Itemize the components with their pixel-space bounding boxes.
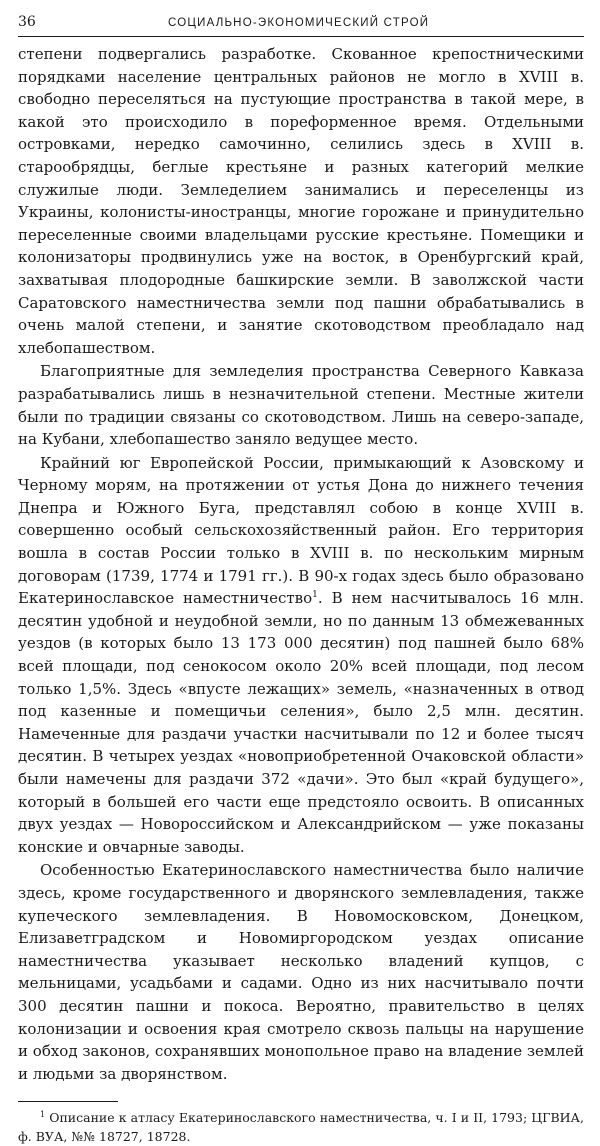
running-title: СОЦИАЛЬНО-ЭКОНОМИЧЕСКИЙ СТРОЙ bbox=[168, 17, 430, 29]
paragraph-3 bbox=[18, 452, 584, 859]
footnote bbox=[18, 1108, 584, 1146]
body-text bbox=[18, 43, 584, 1085]
footnote-divider bbox=[18, 1101, 118, 1102]
footnote-number: 1 bbox=[40, 1110, 46, 1120]
paragraph-2: Благоприятные для земледелия пространства Северного Кавказа разрабатывались лишь в незначительной степени. Местные жители были по традиции связаны со скотоводством. Лишь на северо-западе, на Кубани, хлебопашество заняло ведущее место. bbox=[18, 362, 584, 449]
paragraph-4: Особенностью Екатеринославского наместничества было наличие здесь, кроме государственного и дворянского землевладения, также купеческого землевладения. В Новомосковском, Донецком, Елизаветградском и Новомиргородском уездах описание наместничества указывает несколько владений купцов, с мельницами, усадьбами и садами. Одно из них насчитывало почти 300 десятин пашни и покоса. Вероятно, правительство в целях колонизации и освоения края смотрело сквозь пальцы на нарушение и обход законов, сохранявших монопольное право на владение землей и людьми за дворянством. bbox=[18, 861, 584, 1083]
paragraph-3-text-end: . В нем насчитывалось 16 млн. десятин удобной и неудобной земли, но по данным 13 обмежеванных уездов (в которых было 13 173 000 десятин) под пашней было 68% всей площади, под сенокосом около 20% всей площади, под лесом только 1,5%. Здесь «впусте лежащих» земель, «назначенных в отвод под казенные и помещичьи селения», было 2,5 млн. десятин. Намеченные для раздачи участки насчитывали по 12 и более тысяч десятин. В четырех уездах «новоприобретенной Очаковской области» были намечены для раздачи 372 «дачи». Это был «край будущего», который в большей его части еще предстояло освоить. В описанных двух уездах — Новороссийском и Александрийском — уже показаны конские и овчарные заводы. bbox=[18, 589, 584, 856]
footnote-text: Описание к атласу Екатеринославского наместничества, ч. I и II, 1793; ЦГВИА, ф. ВУА, №№ 18727, 18728. bbox=[18, 1110, 584, 1145]
paragraph-1: степени подвергались разработке. Скованное крепостническими порядками население центральных районов не могло в XVIII в. свободно переселяться на пустующие пространства в такой мере, в какой это происходило в пореформенное время. Отдельными островками, нередко самочинно, селились здесь в XVIII в. старообрядцы, беглые крестьяне и разных категорий мелкие служилые люди. Земледелием занимались и переселенцы из Украины, колонисты-иностранцы, многие горожане и принудительно переселенные своими владельцами русские крестьяне. Помещики и колонизаторы продвинулись уже на восток, в Оренбургский край, захватывая плодородные башкирские земли. В заволжской части Саратовского наместничества земли под пашни обрабатывались в очень малой степени, и занятие скотоводством преобладало над хлебопашеством. bbox=[18, 45, 584, 357]
footnote-reference[interactable]: 1 bbox=[312, 590, 318, 601]
page-header bbox=[18, 14, 584, 37]
book-page bbox=[18, 14, 584, 1146]
page-number: 36 bbox=[18, 14, 36, 30]
paragraph-3-text-start: Крайний юг Европейской России, примыкающий к Азовскому и Черному морям, на протяжении от устья Дона до нижнего течения Днепра и Южного Буга, представлял собою в конце XVIII в. совершенно особый сельскохозяйственный район. Его территория вошла в состав России только в XVIII в. по нескольким мирным договорам (1739, 1774 и 1791 гг.). В 90-х годах здесь было образовано Екатеринославское наместничество bbox=[18, 453, 584, 608]
